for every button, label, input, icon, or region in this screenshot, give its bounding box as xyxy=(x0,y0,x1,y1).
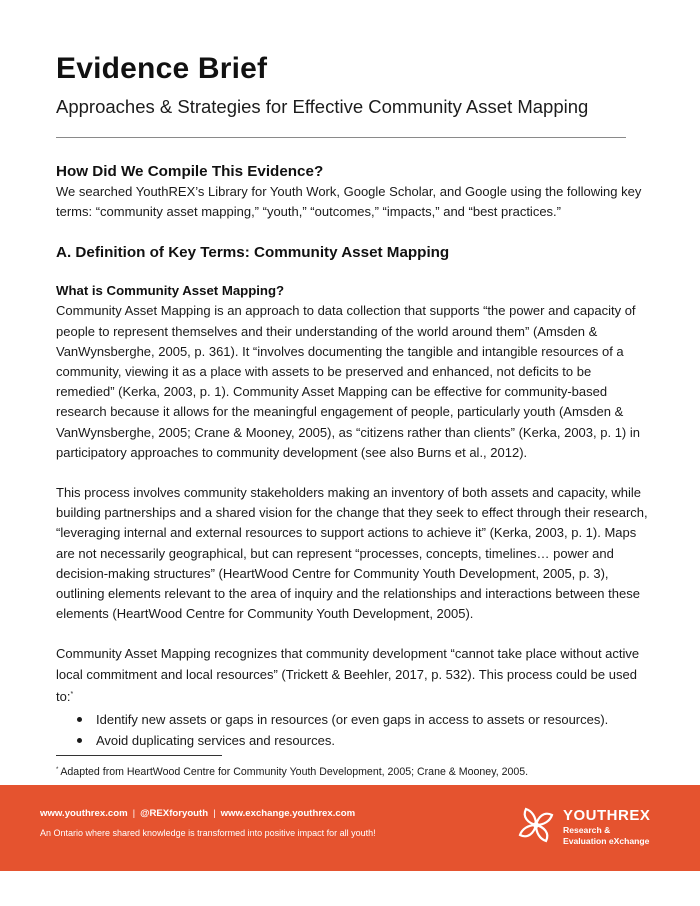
footnote-text: Adapted from HeartWood Centre for Community Youth Development, 2005; Crane & Mooney, 2005. xyxy=(60,766,529,778)
paragraph-3-text: Community Asset Mapping recognizes that community development “cannot take place without active local commitment and local resources” (Trickett & Beehler, 2017, p. 532). This process could be used to: xyxy=(56,646,640,704)
page-subtitle: Approaches & Strategies for Effective Community Asset Mapping xyxy=(56,96,589,117)
definition-heading: A. Definition of Key Terms: Community Asset Mapping xyxy=(56,244,450,262)
footer-links xyxy=(40,808,355,819)
page-footer xyxy=(0,785,700,871)
list-item xyxy=(56,730,648,751)
footer-separator: | xyxy=(213,808,216,819)
footnote-divider xyxy=(56,755,222,756)
what-is-subheading: What is Community Asset Mapping? xyxy=(56,283,285,299)
main-content xyxy=(56,162,648,751)
exchange-link[interactable]: www.exchange.youthrex.com xyxy=(220,808,356,819)
compile-heading: How Did We Compile This Evidence? xyxy=(56,163,324,180)
page-title: Evidence Brief xyxy=(56,52,268,85)
bullet-icon xyxy=(77,717,82,722)
title-divider xyxy=(56,137,626,138)
footer-separator: | xyxy=(132,808,136,819)
footer-tagline: An Ontario where shared knowledge is transformed into positive impact for all youth! xyxy=(40,828,376,838)
list-item-text: Identify new assets or gaps in resources (or even gaps in access to assets or resources). xyxy=(96,712,609,728)
bullet-icon xyxy=(77,738,82,743)
footnote-reference: * xyxy=(70,690,74,698)
youthrex-logo xyxy=(514,803,664,855)
logo-subtitle-line-2: Evaluation eXchange xyxy=(563,836,650,846)
logo-subtitle-line-1: Research & xyxy=(563,825,611,835)
compile-body: We searched YouthREX’s Library for Youth Work, Google Scholar, and Google using the following key terms: “community asset mapping,” “youth,” “outcomes,” “impacts,” and “best practices.” xyxy=(56,184,642,220)
website-link[interactable]: www.youthrex.com xyxy=(40,808,128,819)
list-item xyxy=(56,709,648,730)
youthrex-emblem-icon xyxy=(514,803,558,847)
definition-paragraph-3 xyxy=(56,644,648,707)
definition-paragraph-2: This process involves community stakeholders making an inventory of both assets and capacity, while building partnerships and a shared vision for the change that they seek to effect through their research, “leveraging internal and external resources to support actions to achieve it” (Kerka, 2003, p. 1). Maps are not necessarily geographical, but can represent “processes, concepts, timelines… power and decision-making structures” (HeartWood Centre for Community Youth Development, 2005, p. 3), outlining elements relevant to the area of inquiry and the relationships and interactions between these elements (HeartWood Centre for Community Youth Development, 2005). xyxy=(56,485,648,622)
footnote-marker: * xyxy=(56,767,59,773)
uses-list xyxy=(56,709,648,751)
list-item-text: Avoid duplicating services and resources. xyxy=(96,733,335,749)
twitter-link[interactable]: @REXforyouth xyxy=(140,808,209,819)
footnote xyxy=(56,762,528,780)
definition-paragraph-1: Community Asset Mapping is an approach to data collection that supports “the power and capacity of people to represent themselves and their understanding of the world around them” (Amsden & VanWynsberghe, 2005, p. 361). It “involves documenting the tangible and intangible resources of a community, viewing it as a place with assets to be preserved and enhanced, not deficits to be remedied” (Kerka, 2003, p. 1). Community Asset Mapping can be effective for community-based research because it allows for the meaningful engagement of people, particularly youth (Amsden & VanWynsberghe, 2005; Crane & Mooney, 2005), as “citizens rather than clients” (Kerka, 2003, p. 1) in participatory approaches to community development (see also Burns et al., 2012). xyxy=(56,303,640,460)
logo-name: YOUTHREX xyxy=(563,807,651,824)
